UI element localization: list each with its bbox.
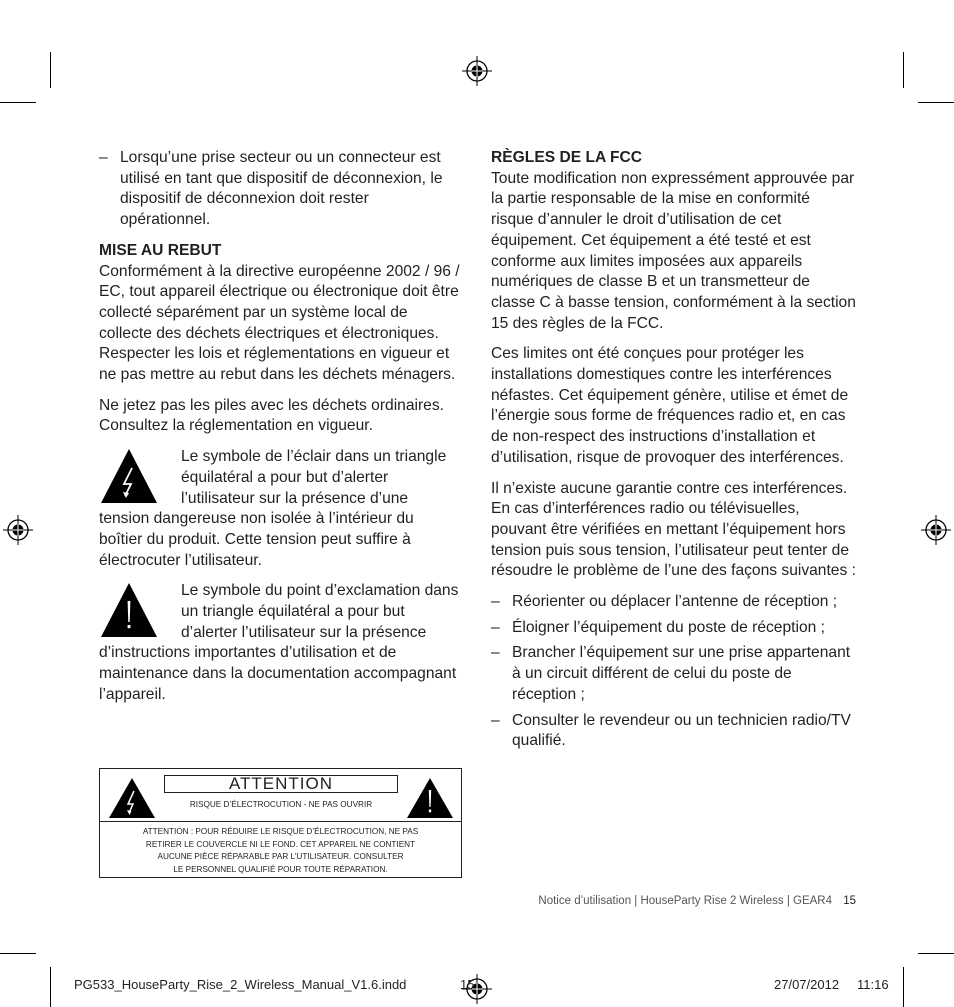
crop-mark <box>0 102 36 103</box>
attention-line: RETIRER LE COUVERCLE NI LE FOND. CET APPAREIL NE CONTIENT <box>145 839 416 849</box>
crop-mark <box>50 967 51 1007</box>
left-column <box>99 148 461 716</box>
crop-mark <box>0 953 36 954</box>
exclamation-symbol-text: Le symbole du point d’exclamation dans un triangle équilatéral a pour but d’alerter l’utilisateur sur la présence d’instructions importantes d’utilisation et de maintenance dans la documentation accompagnant l’appareil. <box>99 582 459 703</box>
fcc-paragraph-2: Ces limites ont été conçues pour protéger les installations domestiques contre les interférences néfastes. Cet équipement génère, utilise et émet de l’énergie sous forme de fréquences radio et, en cas de non-respect des instructions d’installation et d’utilisation, risque de provoquer des interférences. <box>491 345 849 466</box>
registration-mark-icon <box>462 56 492 86</box>
slug-filename: PG533_HouseParty_Rise_2_Wireless_Manual_V1.6.indd <box>74 977 407 992</box>
fcc-step <box>491 592 856 613</box>
exclamation-warning-triangle-icon <box>406 777 454 819</box>
disconnect-note-text: Lorsqu’une prise secteur ou un connecteur est utilisé en tant que dispositif de déconnexion, le dispositif de déconnexion doit rester opérationnel. <box>120 149 443 229</box>
batteries-paragraph: Ne jetez pas les piles avec les déchets ordinaires. Consultez la réglementation en vigueur. <box>99 396 444 435</box>
registration-mark-icon <box>3 515 33 545</box>
attention-subtitle: RISQUE D’ÉLECTROCUTION - NE PAS OUVRIR <box>189 800 373 809</box>
fcc-heading: RÈGLES DE LA FCC <box>491 149 643 166</box>
disposal-paragraph: Conformément à la directive européenne 2002 / 96 / EC, tout appareil électrique ou électronique doit être collecté séparément par un système local de collecte des déchets électriques et électroniques. Respecter les lois et réglementations en vigueur et ne pas mettre au rebut dans les déchets ménagers. <box>99 262 460 384</box>
fcc-step <box>491 643 856 705</box>
dash-bullet: – <box>491 644 500 662</box>
lightning-warning-triangle-icon <box>108 777 156 819</box>
crop-mark <box>918 102 954 103</box>
disposal-heading: MISE AU REBUT <box>99 241 222 259</box>
crop-mark <box>903 52 904 88</box>
lightning-warning-triangle-icon <box>99 447 159 505</box>
dash-bullet: – <box>491 711 500 729</box>
attention-line: LE PERSONNEL QUALIFIÉ POUR TOUTE RÉPARATION. <box>173 864 388 874</box>
slug-time: 11:16 <box>857 977 889 992</box>
fcc-step-text: Consulter le revendeur ou un technicien radio/TV qualifié. <box>512 711 851 750</box>
right-column <box>491 148 856 757</box>
fcc-paragraph-3: Il n’existe aucune garantie contre ces interférences. En cas d’interférences radio ou télévisuelles, pouvant être vérifiées en mettant l’équipement hors tension puis sous tension, l’utilisateur peut tenter de résoudre le problème de l’une des façons suivantes : <box>491 479 856 580</box>
crop-mark <box>918 953 954 954</box>
attention-line: AUCUNE PIÈCE RÉPARABLE PAR L’UTILISATEUR. CONSULTER <box>157 852 404 861</box>
fcc-step <box>491 618 856 639</box>
slug-page: 15 <box>460 977 475 992</box>
fcc-step <box>491 711 856 752</box>
dash-bullet: – <box>99 149 108 166</box>
attention-title: ATTENTION <box>164 775 398 793</box>
fcc-paragraph-1: Toute modification non expressément approuvée par la partie responsable de la mise en conformité risque d’annuler le droit d’utilisation de cet équipement. Cet équipement a été testé et est conforme aux limites imposées aux appareils numériques de classe B et un transmetteur de classe C à basse tension, conformément à la section 15 des règles de la FCC. <box>491 169 856 332</box>
crop-mark <box>50 52 51 88</box>
exclamation-warning-triangle-icon <box>99 581 159 639</box>
slug-date: 27/07/2012 <box>774 977 840 992</box>
lightning-symbol-text: Le symbole de l’éclair dans un triangle équilatéral a pour but d’alerter l’utilisateur sur la présence d’une tension dangereuse non isolée à l’intérieur du boîtier du produit. Cette tension peut suffire à électrocuter l’utilisateur. <box>99 448 447 569</box>
footer-running-text: Notice d’utilisation | HouseParty Rise 2 Wireless | GEAR4 <box>538 895 832 907</box>
attention-line: ATTENTION : POUR RÉDUIRE LE RISQUE D’ÉLECTROCUTION, NE PAS <box>142 827 419 836</box>
fcc-step-text: Réorienter ou déplacer l’antenne de réception ; <box>512 593 838 611</box>
registration-mark-icon <box>921 515 951 545</box>
disconnect-note <box>99 148 461 231</box>
fcc-step-text: Brancher l’équipement sur une prise appartenant à un circuit différent de celui du poste de réception ; <box>512 644 851 703</box>
crop-mark <box>903 967 904 1007</box>
exclamation-symbol-block <box>99 581 461 705</box>
dash-bullet: – <box>491 618 500 636</box>
attention-instructions <box>110 826 451 876</box>
lightning-symbol-block <box>99 447 461 571</box>
attention-divider <box>100 821 461 822</box>
dash-bullet: – <box>491 593 500 611</box>
page-footer <box>538 895 856 907</box>
attention-warning-box <box>99 768 462 878</box>
page-number: 15 <box>843 895 856 907</box>
fcc-step-text: Éloigner l’équipement du poste de réception ; <box>512 618 825 636</box>
